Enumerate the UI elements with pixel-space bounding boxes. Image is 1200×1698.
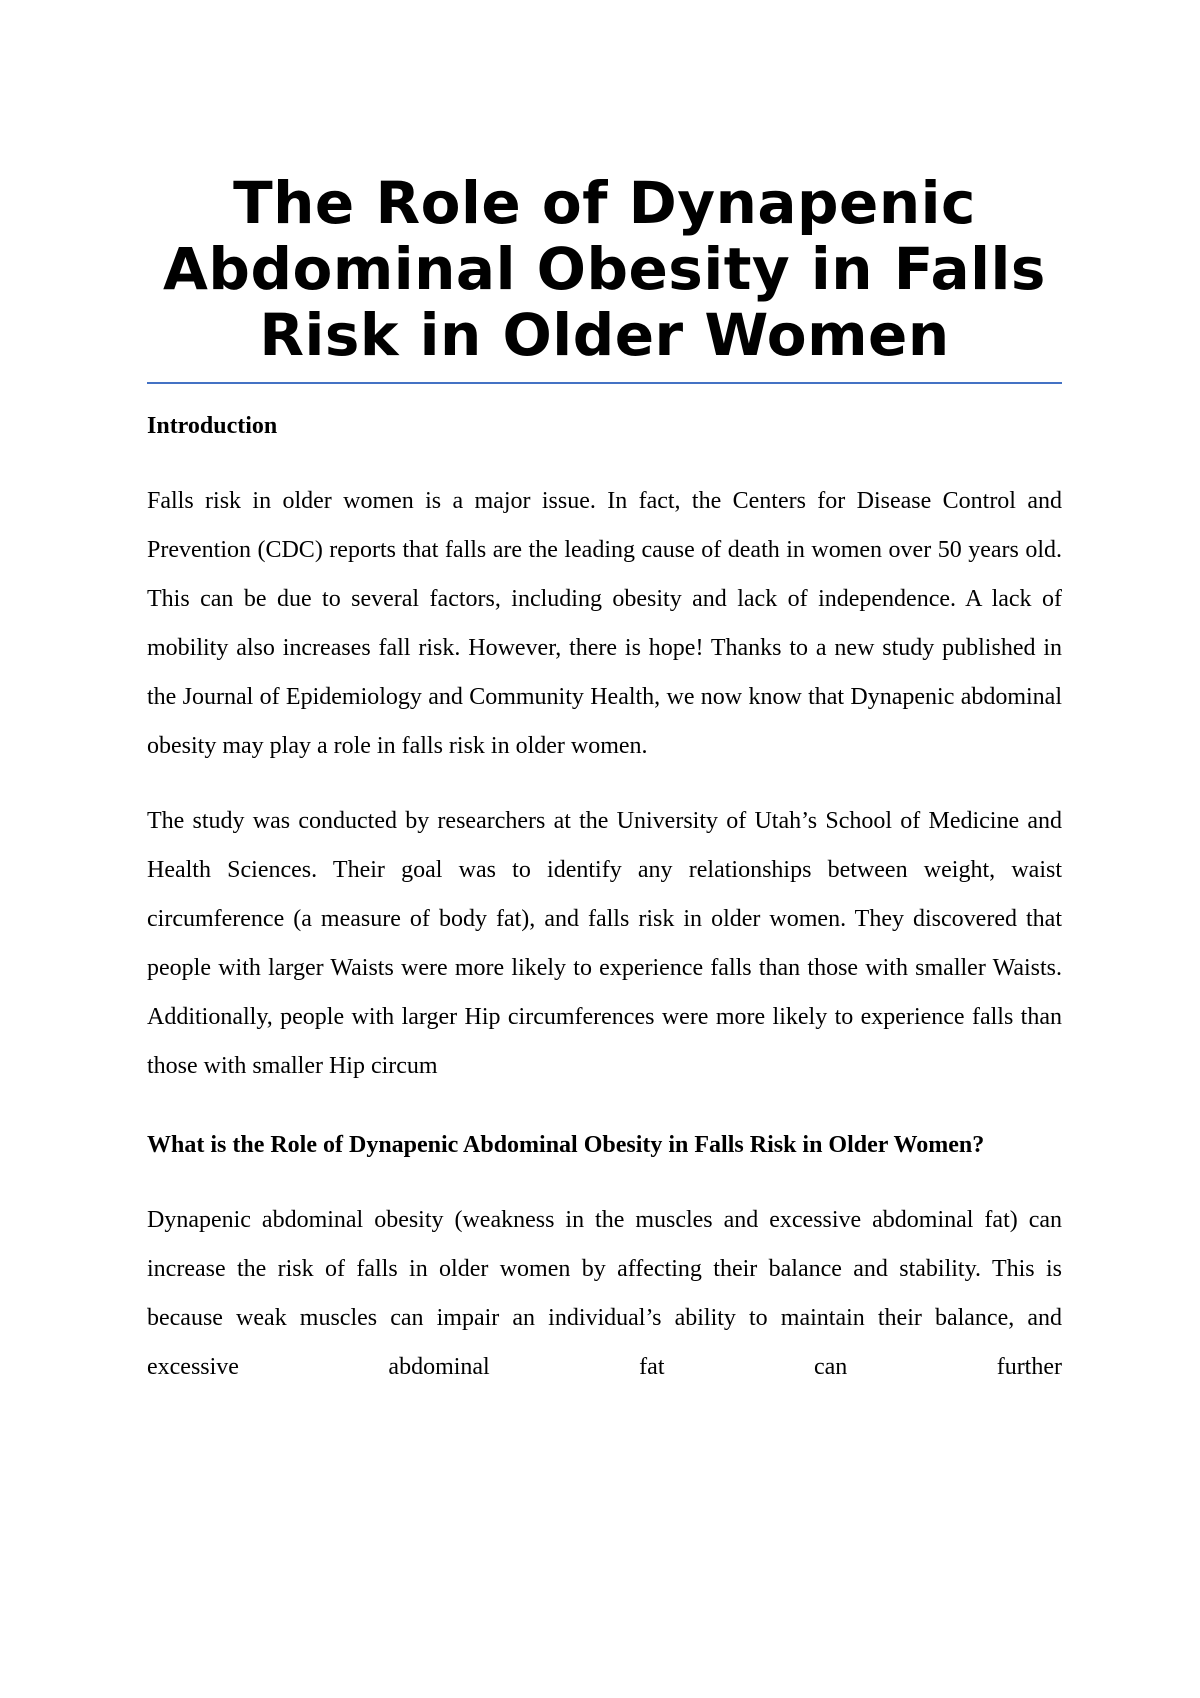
- paragraph: The study was conducted by researchers at the University of Utah’s School of Medicine and Health Sciences. Their goal was to identify any relationships between weight, waist circumference (a measure of body fat), and falls risk in older women. They discovered that people with larger Waists were more likely to experience falls than those with smaller Waists. Additionally, people with larger Hip circumferences were more likely to experience falls than those with smaller Hip circum: [147, 808, 1062, 1079]
- document-body: [147, 170, 1062, 1392]
- title-divider: [147, 382, 1062, 384]
- document-title: The Role of Dynapenic Abdominal Obesity in Falls Risk in Older Women: [163, 169, 1046, 369]
- paragraph: Falls risk in older women is a major issue. In fact, the Centers for Disease Control and Prevention (CDC) reports that falls are the leading cause of death in women over 50 years old. This can be due to several factors, including obesity and lack of independence. A lack of mobility also increases fall risk. However, there is hope! Thanks to a new study published in the Journal of Epidemiology and Community Health, we now know that Dynapenic abdominal obesity may play a role in falls risk in older women.: [147, 488, 1062, 759]
- section-heading-introduction: Introduction: [147, 413, 278, 439]
- paragraph: Dynapenic abdominal obesity (weakness in the muscles and excessive abdominal fat) can increase the risk of falls in older women by affecting their balance and stability. This is because weak muscles can impair an individual’s ability to maintain their balance, and excessive abdominal fat can further: [147, 1207, 1062, 1380]
- section-heading-role: What is the Role of Dynapenic Abdominal Obesity in Falls Risk in Older Women?: [147, 1132, 985, 1158]
